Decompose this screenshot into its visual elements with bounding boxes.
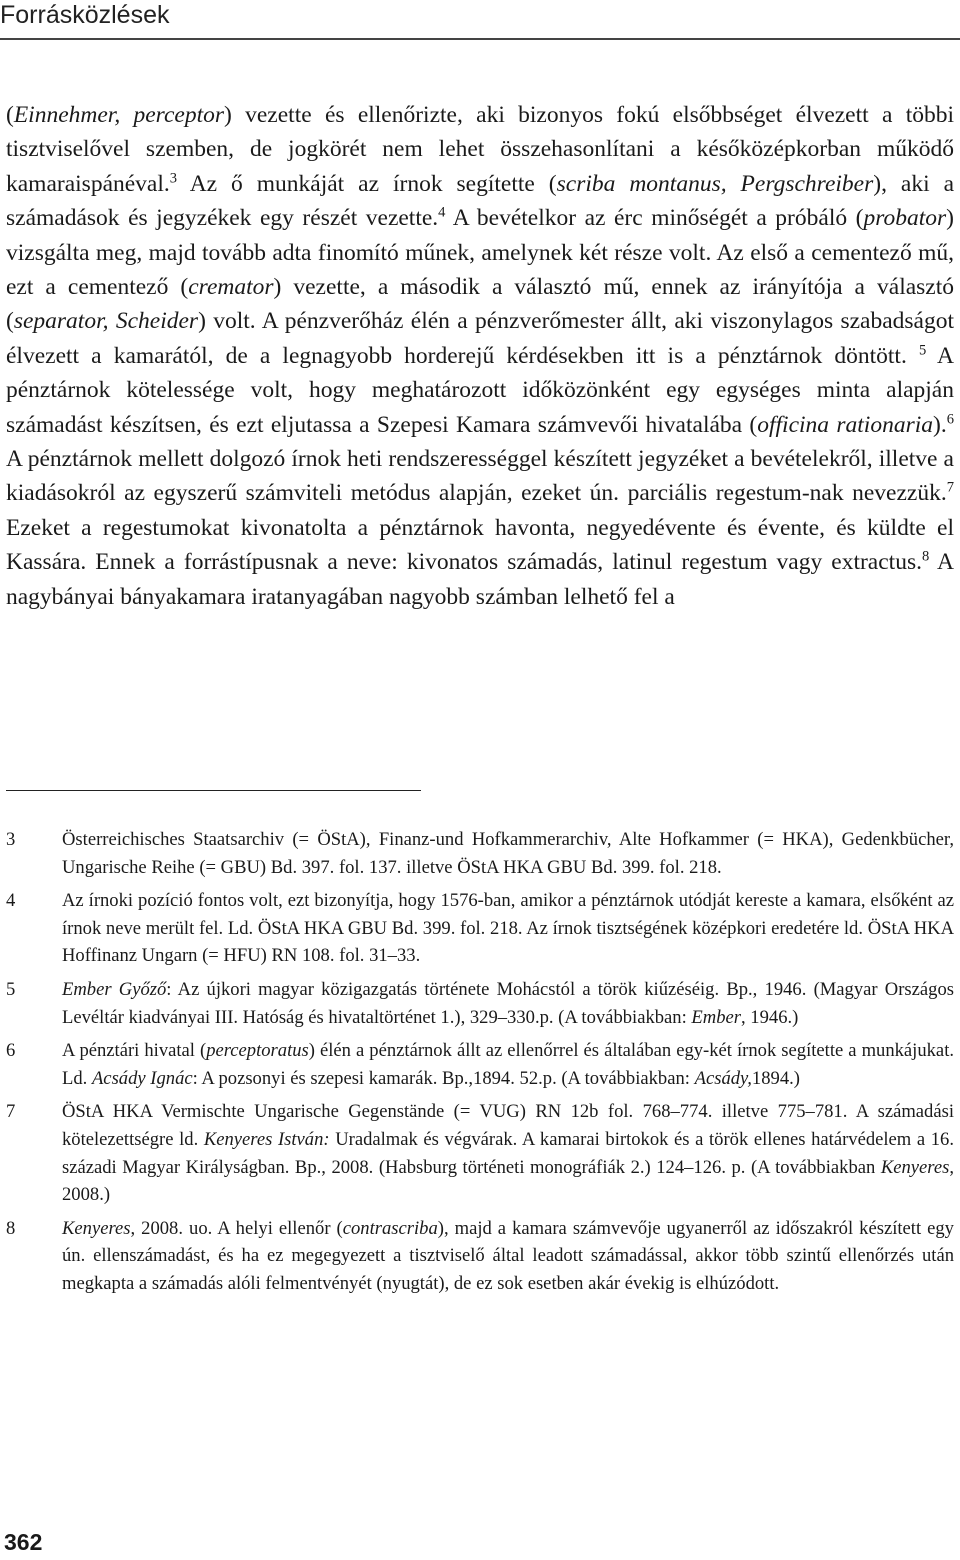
- footnote-number: 6: [6, 1040, 16, 1062]
- text-run: 1894.): [751, 1067, 800, 1089]
- text-run: : Az újkori magyar közigazgatás története Mohácstól a török kiűzéséig. Bp., 1946. (Magyar Országos Levéltár kiadványai III. Hatóság és hivataltörténet 1.), 329–330.p. (A továbbiakban:: [62, 978, 954, 1028]
- italic-term: scriba montanus, Pergschreiber: [556, 170, 874, 197]
- italic-term: cremator: [188, 274, 274, 301]
- running-header: Forrásközlések: [0, 1, 170, 29]
- text-run: ) vizsgálta meg, majd tovább adta finomító műnek, amelynek két része volt. Az első a cementező mű, ezt a cementező (: [6, 205, 954, 301]
- italic-term: Einnehmer, perceptor: [13, 102, 224, 128]
- italic-term: perceptoratus: [206, 1040, 309, 1062]
- footnote-3: [6, 826, 954, 881]
- text-run: A nagybányai bányakamara iratanyagában nagyobb számban lelhető fel a: [6, 549, 954, 610]
- footnote-4: [6, 887, 954, 970]
- footnote-text: [62, 1098, 954, 1208]
- text-run: , 2008. uo. A helyi ellenőr (: [130, 1217, 343, 1239]
- footnote-ref-6[interactable]: 6: [946, 410, 954, 427]
- footnote-ref-3[interactable]: 3: [169, 170, 178, 187]
- italic-author: Ember: [691, 1006, 741, 1028]
- italic-author: Acsády,: [694, 1067, 752, 1089]
- header-rule: [0, 38, 960, 40]
- footnote-ref-4[interactable]: 4: [438, 204, 446, 221]
- footnote-number: 5: [6, 978, 16, 1000]
- footnote-text: [62, 976, 954, 1031]
- italic-author: Ember Győző: [62, 978, 167, 1000]
- text-run: A pénztárnok kötelessége volt, hogy meghatározott időközönként egy egységes minta alapján számadást készítsen, és ezt eljutassa a Szepesi Kamara számvevői hivatalába (: [6, 342, 954, 438]
- text-run: ).: [933, 411, 947, 438]
- main-paragraph: (Einnehmer, perceptor) vezette és ellenőrizte, aki bizonyos fokú elsőbbséget élvezett a többi tisztviselővel szemben, de jogkörét nem lehet összehasonlítani a későközépkorban működő kamaraispánéval.$^3$ Az ő munkáját az írnok segítette (scriba montanus, Pergschreiber), aki a számadások és jegyzékek egy részét vezette.$^4$ A bevételkor az érc minőségét a próbáló (probator) vizsgálta meg, majd tovább adta finomító műnek, amelynek két része volt. Az első a cementező mű, ezt a cementező (cremator) vezette, a második a választó mű, ennek az irányítója a választó (separator, Scheider) volt. A pénzverőház élén a pénzverőmester állt, aki viszonylagos szabadságot élvezett a kamarától, de a legnagyobb horderejű kérdésekben itt is a pénztárnok döntött. $^5$ A pénztárnok kötelessége volt, hogy meghatározott időközönként egy egységes minta alapján számadást készítsen, és ezt eljutassa a Szepesi Kamara számvevői hivatalába (officina rationaria).$^6$ A pénztárnok mellett dolgozó írnok heti rendszerességgel készített jegyzéket a bevételekről, illetve a kiadásokról az egyszerű számviteli metódus alapján, ezeket ún. parciális regestum-nak nevezzük.$^7$ Ezeket a regestumokat kivonatolta a pénztárnok havonta, negyedévente és évente, és küldte el Kassára. Ennek a forrástípusnak a neve: kivonatos számadás, latinul regestum vagy extractus.$^8$ A nagybányai bányakamara iratanyagában nagyobb számban lelhető fel a: [6, 102, 955, 610]
- text-run: Uradalmak és végvárak. A kamarai birtokok és a török ellenes határvédelem a 16. századi Magyar Királyságban. Bp., 2008. (Habsburg történeti monográfiák 2.) 124–126. p. (A továbbiakban: [62, 1128, 954, 1178]
- footnote-ref-7[interactable]: 7: [946, 479, 954, 496]
- italic-term: officina rationaria: [757, 411, 934, 438]
- text-run: ) vezette és ellenőrizte, aki bizonyos fokú elsőbbséget élvezett a többi tisztviselővel szemben, de jogkörét nem lehet összehasonlítani a későközépkorban működő kamaraispánéval.: [6, 102, 955, 197]
- footnote-8: [6, 1215, 954, 1298]
- text-run: A bevételkor az érc minőségét a próbáló (: [445, 205, 864, 232]
- text-run: , 1946.): [741, 1006, 799, 1028]
- footnote-ref-8[interactable]: 8: [921, 548, 930, 565]
- footnote-separator: [6, 790, 421, 791]
- text-run: ) volt. A pénzverőház élén a pénzverőmester állt, aki viszonylagos szabadságot élvezett a kamarától, de a legnagyobb horderejű kérdésekben itt is a pénztárnok döntött.: [6, 308, 955, 369]
- text-run: ) vezette, a második a választó mű, ennek az irányítója a választó (: [6, 274, 955, 335]
- text-run: ), aki a számadások és jegyzékek egy részét vezette.: [6, 170, 954, 232]
- text-run: Az ő munkáját az írnok segítette (: [177, 170, 557, 197]
- page-number: 362: [4, 1529, 43, 1555]
- footnote-number: 8: [6, 1217, 16, 1239]
- text-run: ÖStA HKA Vermischte Ungarische Gegenstände (= VUG) RN 12b fol. 768–774. illetve 775–781. A számadási kötelezettségre ld.: [62, 1101, 954, 1150]
- footnote-ref-5[interactable]: 5: [918, 342, 927, 359]
- text-run: Österreichisches Staatsarchiv (= ÖStA), Finanz-und Hofkammerarchiv, Alte Hofkammer (= HKA), Gedenkbücher, Ungarische Reihe (= GBU) Bd. 397. fol. 137. illetve ÖStA HKA GBU Bd. 399. fol. 218.: [62, 829, 954, 878]
- footnote-number: 3: [6, 829, 16, 850]
- footnote-text: [62, 1215, 954, 1298]
- text-run: A pénztári hivatal (: [62, 1040, 207, 1062]
- footnote-6: [6, 1037, 954, 1092]
- text-run: ) élén a pénztárnok állt az ellenőrrel és általában egy-két írnok segítette a munkájukat. Ld.: [62, 1040, 955, 1089]
- italic-author: Acsády Ignác: [91, 1067, 193, 1089]
- text-run: , 2008.): [62, 1156, 954, 1206]
- text-run: Ezeket a regestumokat kivonatolta a pénztárnok havonta, negyedévente és évente, és küldte el Kassára. Ennek a forrástípusnak a neve: kivonatos számadás, latinul regestum vagy extractus.: [6, 514, 954, 576]
- footnote-number: 4: [6, 890, 16, 912]
- footnote-text: [62, 887, 954, 970]
- text-run: Az írnoki pozíció fontos volt, ezt bizonyítja, hogy 1576-ban, amikor a pénztárnok utódját kereste a kamara, elsőként az írnok neve merült fel. Ld. ÖStA HKA GBU Bd. 399. fol. 218. Az írnok tisztségének középkori eredetére ld. ÖStA HKA Hoffinanz Ungarn (= HFU) RN 108. fol. 31–33.: [62, 890, 954, 967]
- text-run: : A pozsonyi és szepesi kamarák. Bp.,1894. 52.p. (A továbbiakban:: [192, 1067, 695, 1089]
- italic-term: contrascriba: [342, 1217, 438, 1239]
- italic-author: Kenyeres István:: [203, 1128, 330, 1150]
- italic-term: probator: [863, 205, 947, 232]
- footnote-7: [6, 1098, 954, 1208]
- footnote-text: [62, 826, 954, 881]
- italic-term: separator, Scheider: [13, 308, 199, 335]
- italic-author: Kenyeres: [880, 1156, 950, 1178]
- footnotes-section: [6, 826, 954, 1304]
- text-run: A pénztárnok mellett dolgozó írnok heti rendszerességgel készített jegyzéket a bevételekről, illetve a kiadásokról az egyszerű számviteli metódus alapján, ezeket ún. parciális regestum-nak nevezzük.: [6, 446, 954, 507]
- footnote-number: 7: [6, 1101, 16, 1123]
- italic-author: Kenyeres: [62, 1217, 131, 1239]
- footnote-5: [6, 976, 954, 1031]
- footnote-text: [62, 1037, 954, 1092]
- text-run: ), majd a kamara számvevője ugyanerről az időszakról készített egy ún. ellenszámadást, és ha ez megegyezett a tisztviselő által leadott számadással, akkor több szintű ellenőrzés után megkapta a számadás alóli felmentvényét (nyugtát), de ez sok esetben akár évekig is elhúzódott.: [62, 1217, 954, 1294]
